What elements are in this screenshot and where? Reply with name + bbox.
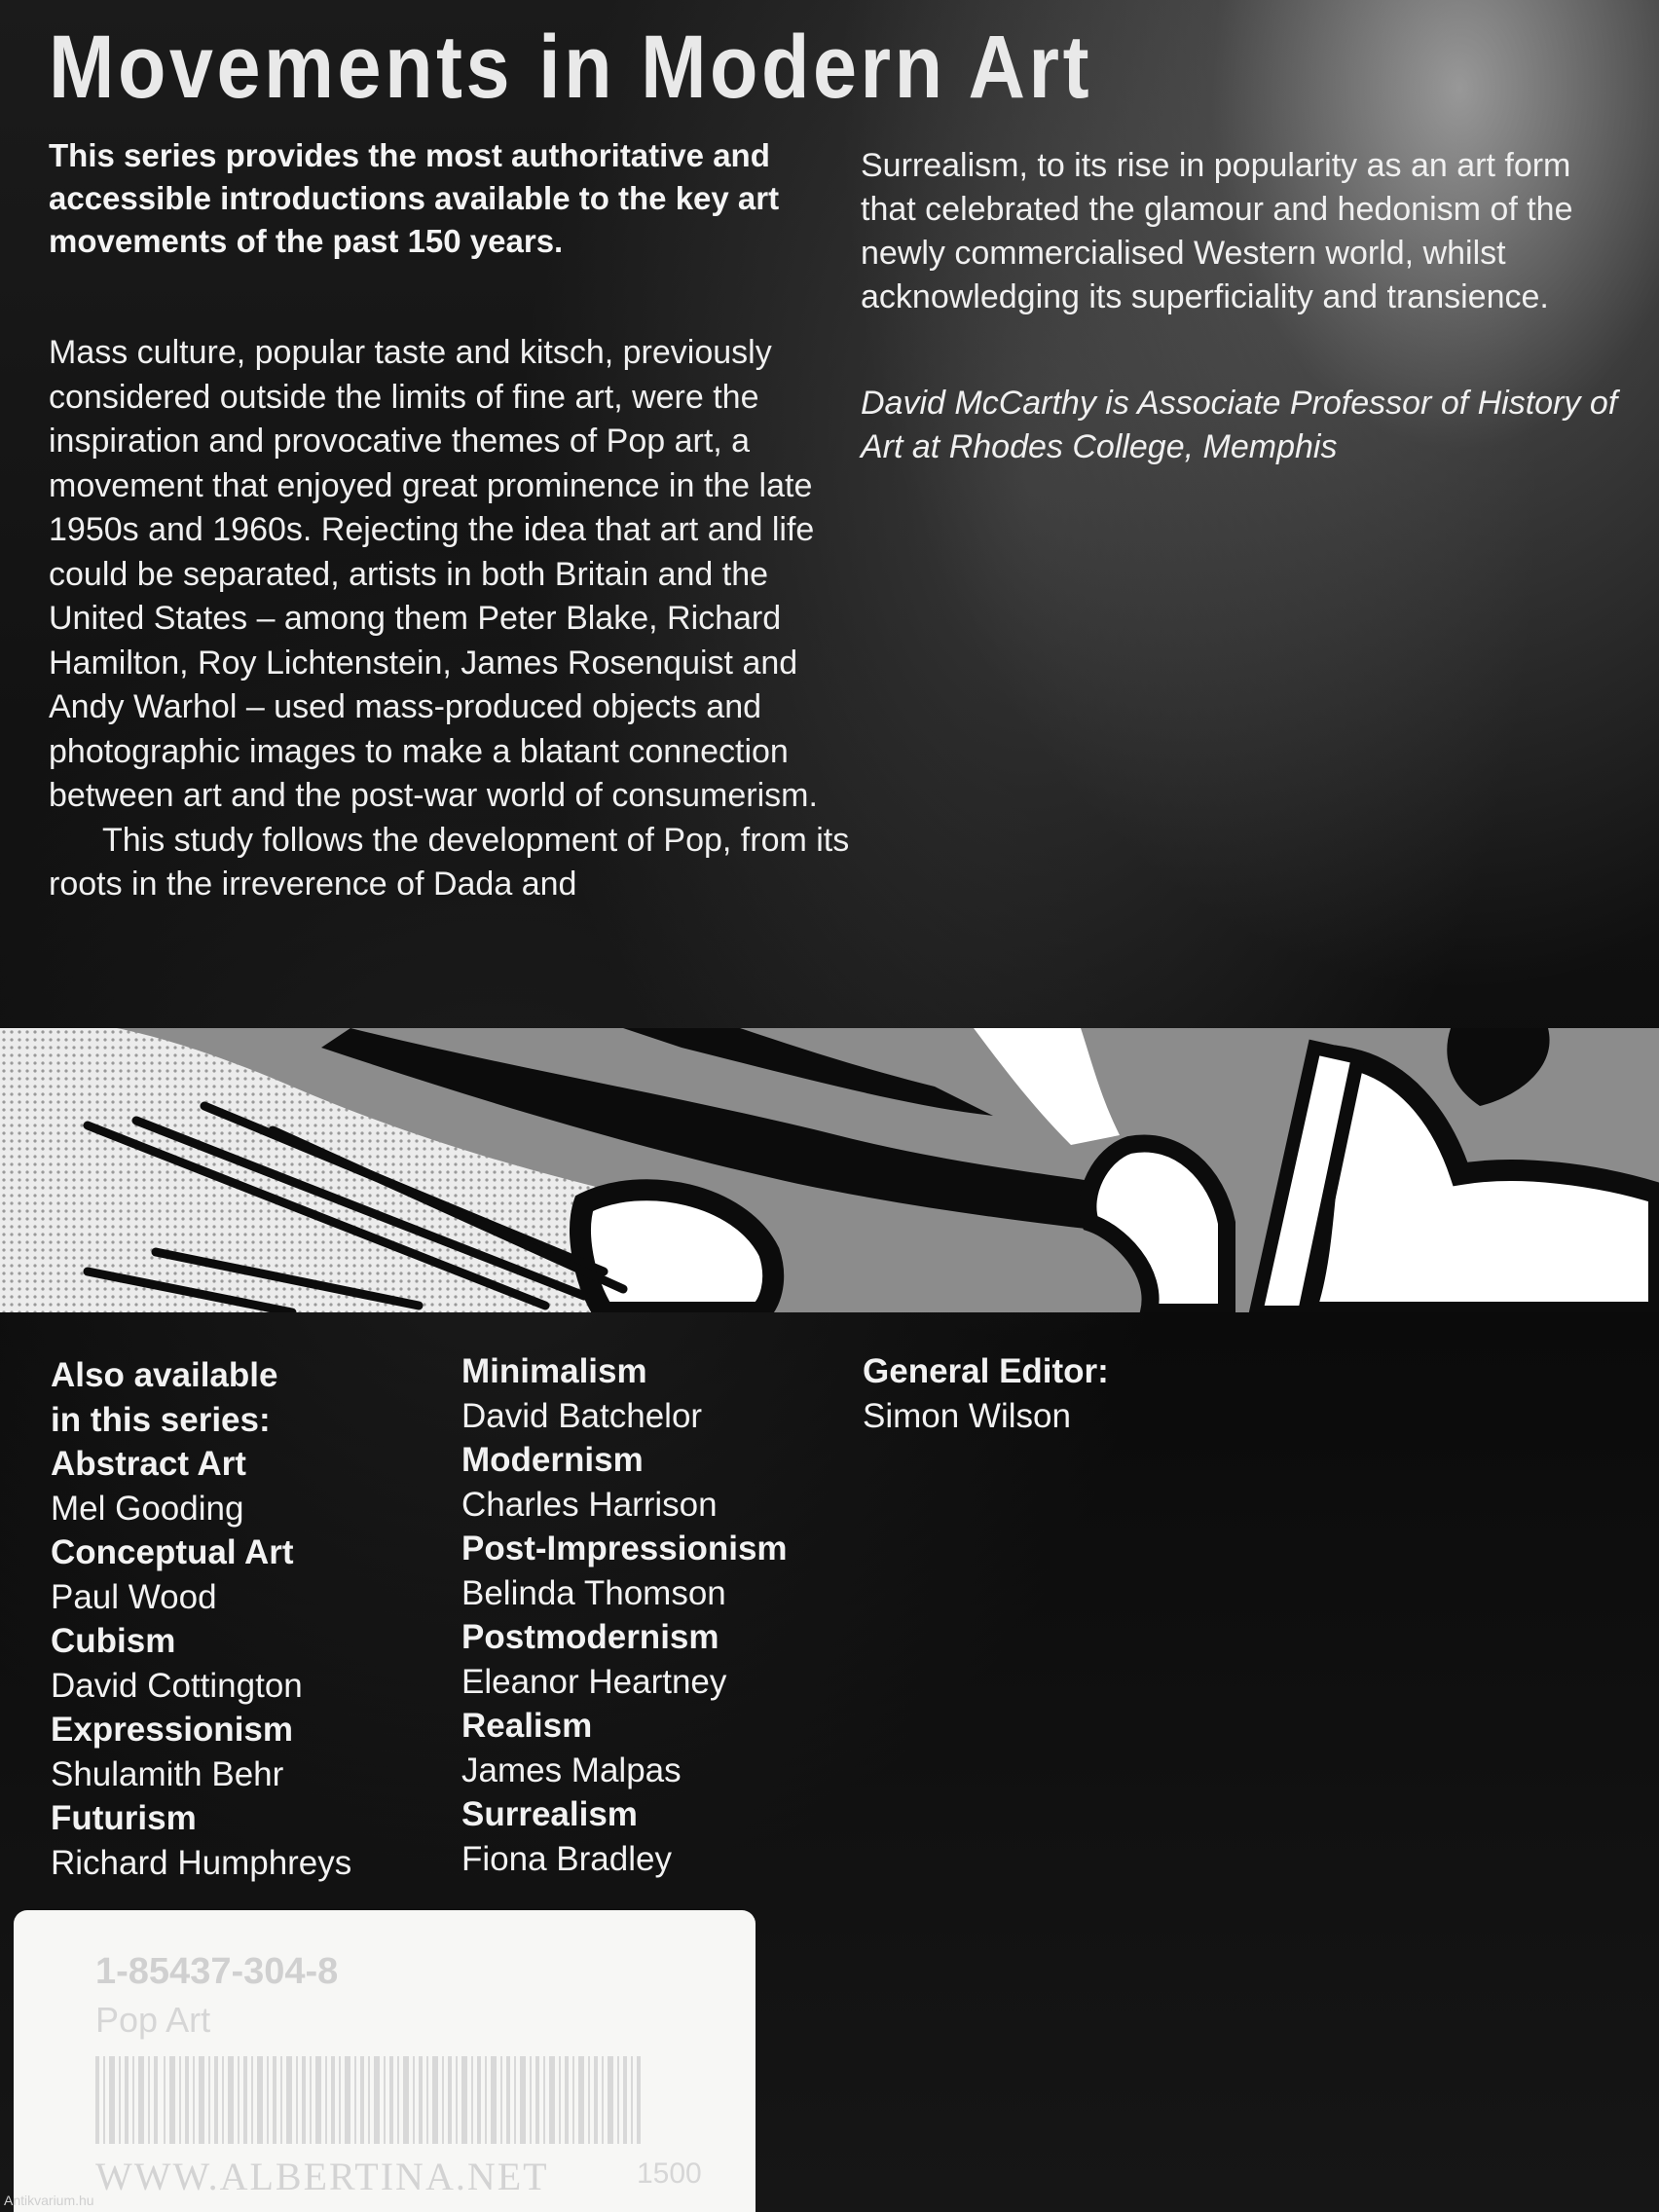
sticker-title: Pop Art — [95, 2000, 211, 2040]
series-book-title: Postmodernism — [461, 1618, 719, 1656]
series-book-title: Conceptual Art — [51, 1533, 294, 1571]
watermark: Antikvarium.hu — [4, 2193, 94, 2208]
series-book-title: Futurism — [51, 1799, 197, 1837]
sticker-code: 1500 — [637, 2157, 702, 2190]
series-list-column-1 — [51, 1353, 440, 1885]
series-book-author: Paul Wood — [51, 1577, 217, 1616]
series-book-author: David Cottington — [51, 1666, 303, 1705]
series-book-author: Fiona Bradley — [461, 1839, 672, 1878]
series-book-author: James Malpas — [461, 1751, 682, 1789]
series-book-author: Shulamith Behr — [51, 1754, 284, 1793]
series-book-title: Surrealism — [461, 1795, 638, 1833]
series-book-author: Belinda Thomson — [461, 1573, 726, 1612]
series-book-title: Post-Impressionism — [461, 1530, 788, 1567]
series-title: Movements in Modern Art — [49, 18, 1093, 117]
series-book-author: Charles Harrison — [461, 1485, 718, 1524]
pop-art-illustration — [0, 1028, 1659, 1312]
series-book-title: Minimalism — [461, 1352, 647, 1390]
series-book-title: Modernism — [461, 1441, 644, 1479]
series-heading-line-1: Also available — [51, 1356, 278, 1394]
general-editor-label: General Editor: — [863, 1352, 1109, 1390]
series-book-title: Abstract Art — [51, 1445, 246, 1483]
blurb-paragraph-2-end: Surrealism, to its rise in popularity as an art form that celebrated the glamour and hedonism of the newly commercialised Western world, whilst acknowledging its superficiality and transience. — [861, 147, 1573, 315]
blurb-left-column — [49, 331, 857, 907]
series-intro: This series provides the most authoritative and accessible introductions available to the key art movements of the past 150 years. — [49, 137, 780, 259]
general-editor-name: Simon Wilson — [863, 1396, 1071, 1435]
sticker-website: WWW.ALBERTINA.NET — [95, 2155, 549, 2198]
series-book-title: Cubism — [51, 1622, 176, 1660]
series-book-author: Eleanor Heartney — [461, 1662, 727, 1701]
blurb-paragraph-2-start: This study follows the development of Pop, from its roots in the irreverence of Dada and — [49, 821, 850, 903]
series-book-title: Expressionism — [51, 1711, 293, 1749]
general-editor — [863, 1349, 1252, 1438]
white-shape-1 — [580, 1190, 773, 1312]
series-heading-line-2: in this series: — [51, 1400, 271, 1439]
barcode-icon — [95, 2056, 641, 2144]
sticker-isbn: 1-85437-304-8 — [95, 1951, 339, 1992]
series-book-title: Realism — [461, 1707, 593, 1745]
series-book-author: David Batchelor — [461, 1396, 703, 1435]
series-book-author: Mel Gooding — [51, 1489, 244, 1528]
author-bio: David McCarthy is Associate Professor of History of Art at Rhodes College, Memphis — [861, 385, 1618, 465]
series-book-author: Richard Humphreys — [51, 1843, 352, 1882]
series-list-column-2 — [461, 1349, 851, 1881]
blurb-paragraph-1: Mass culture, popular taste and kitsch, previously considered outside the limits of fine art, were the inspiration and provocative themes of Pop art, a movement that enjoyed great prominence in the late 1950s and 1960s. Rejecting the idea that art and life could be separated, artists in both Britain and the United States – among them Peter Blake, Richard Hamilton, Roy Lichtenstein, James Rosenquist and Andy Warhol – used mass-produced objects and photographic images to make a blatant connection between art and the post-war world of consumerism. — [49, 334, 818, 814]
price-sticker — [14, 1910, 756, 2212]
